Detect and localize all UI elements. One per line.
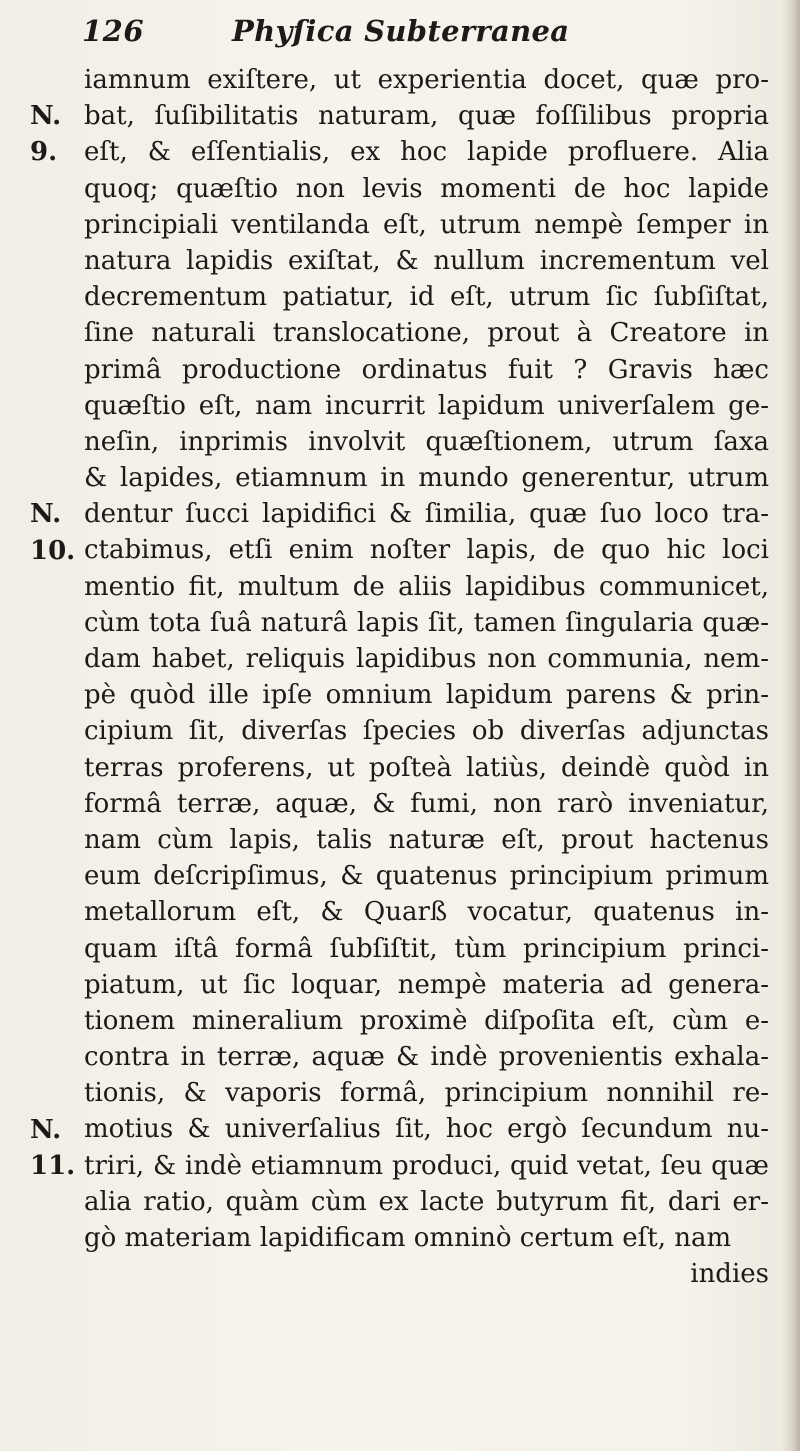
text-line: cùm tota ſuâ naturâ lapis ſit, tamen ſingularia quæ- [84, 607, 769, 638]
text-line: contra in terræ, aquæ & indè provenientis exhala- [84, 1042, 769, 1073]
margin-note: 10. [30, 535, 76, 566]
text-line: principiali ventilanda eſt, utrum nempè ſemper in [84, 209, 769, 240]
text-line: decrementum patiatur, id eſt, utrum ſic ſubſiſtat, [84, 282, 769, 313]
text-line: quoq; quæſtio non levis momenti de hoc lapide [84, 173, 769, 204]
margin-note: N. [30, 101, 62, 132]
margin-note: 11. [30, 1151, 76, 1181]
text-line: motius & univerſalius ſit, hoc ergò ſecundum nu- [84, 1114, 769, 1145]
text-line: quam iſtâ formâ ſubſiſtit, tùm principium princi- [84, 933, 769, 964]
text-line: bat, ſuſibilitatis naturam, quæ foſſilibus propria [84, 101, 769, 132]
text-line: ſine naturali translocatione, prout à Creatore in [84, 318, 769, 349]
text-line: formâ terræ, aquæ, & fumi, non rarò inveniatur, [84, 788, 769, 819]
text-line: terras proferens, ut poſteà latiùs, deindè quòd in [84, 752, 769, 783]
text-line: quæſtio eſt, nam incurrit lapidum univerſalem ge- [84, 390, 769, 421]
text-line: neſin, inprimis involvit quæſtionem, utrum ſaxa [84, 426, 769, 457]
margin-note: N. [30, 1114, 62, 1145]
text-line: mentio fit, multum de aliis lapidibus communicet, [84, 571, 769, 602]
text-line: natura lapidis exiſtat, & nullum incrementum vel [84, 245, 769, 276]
text-line: & lapides, etiamnum in mundo generentur, utrum [84, 463, 769, 494]
text-line: tionem mineralium proximè diſpoſita eſt, cùm e- [84, 1005, 769, 1036]
text-line: indies [690, 1259, 769, 1290]
margin-note: N. [30, 499, 62, 530]
text-line: ctabimus, etſi enim noſter lapis, de quo hic loci [84, 535, 769, 566]
text-line: alia ratio, quàm cùm ex lacte butyrum fit, dari er- [84, 1186, 769, 1217]
text-line: tionis, & vaporis formâ, principium nonnihil re- [84, 1078, 769, 1109]
text-line: metallorum eſt, & Quarß vocatur, quatenus in- [84, 897, 769, 928]
margin-note: 9. [30, 137, 58, 168]
text-line: piatum, ut ſic loquar, nempè materia ad genera- [84, 969, 769, 1000]
body-text [84, 62, 769, 1292]
text-line: iamnum exiſtere, ut experientia docet, quæ pro- [84, 65, 769, 95]
text-line: triri, & indè etiamnum produci, quid vetat, ſeu quæ [84, 1150, 769, 1181]
page-edge-shadow [782, 0, 800, 1451]
text-line: dentur ſucci lapidifici & ſimilia, quæ ſuo loco tra- [84, 499, 769, 530]
text-line: eum deſcripſimus, & quatenus principium primum [84, 861, 769, 892]
text-line: dam habet, reliquis lapidibus non communia, nem- [84, 644, 769, 674]
text-line: gò materiam lapidificam omninò certum eſt, nam [84, 1223, 732, 1253]
text-line: nam cùm lapis, talis naturæ eſt, prout hactenus [84, 824, 769, 855]
page-header [0, 12, 800, 52]
page-number: 126 [82, 14, 145, 48]
text-line: pè quòd ille ipſe omnium lapidum parens & prin- [84, 680, 769, 711]
text-line: cipium ſit, diverſas ſpecies ob diverſas adjunctas [84, 716, 769, 747]
text-line: primâ productione ordinatus fuit ? Gravis hæc [84, 354, 769, 385]
running-head: Phyſica Subterranea [232, 14, 570, 48]
text-line: eſt, & eſſentialis, ex hoc lapide profluere. Alia [84, 137, 769, 168]
